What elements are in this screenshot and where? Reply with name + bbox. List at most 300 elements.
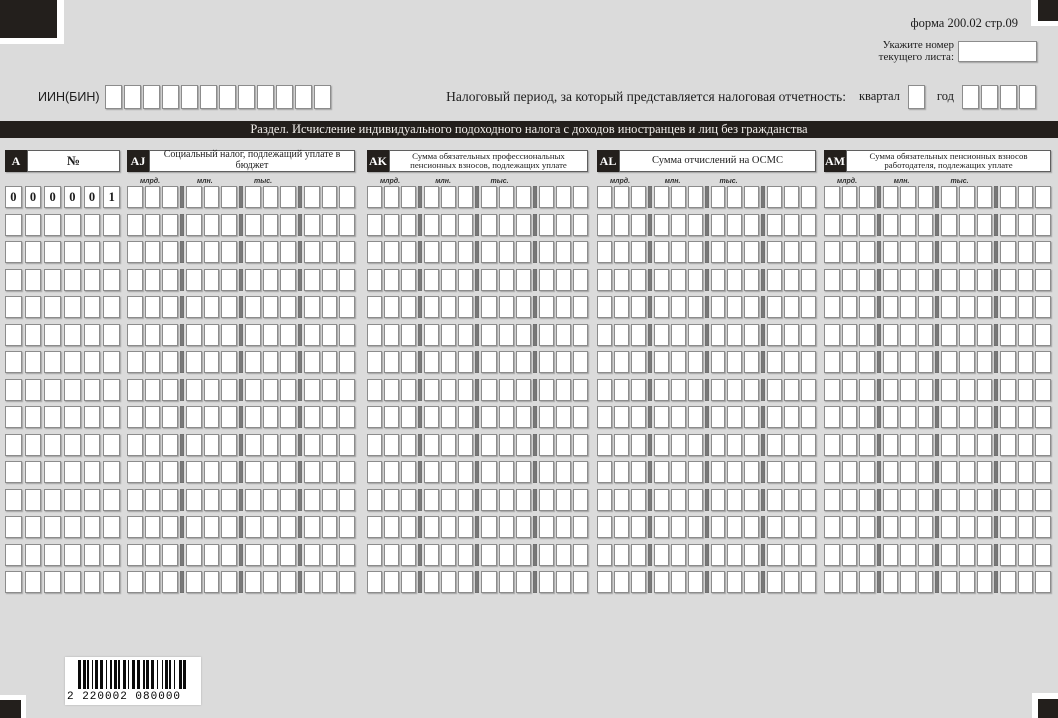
digit-cell[interactable] (900, 186, 916, 208)
digit-cell[interactable] (5, 516, 22, 538)
digit-cell[interactable] (401, 351, 416, 373)
digit-cell[interactable] (339, 461, 355, 483)
digit-cell[interactable] (654, 516, 669, 538)
digit-cell[interactable] (458, 379, 473, 401)
digit-cell[interactable] (573, 516, 588, 538)
digit-cell[interactable] (671, 516, 686, 538)
digit-cell[interactable] (384, 406, 399, 428)
digit-cell[interactable] (918, 379, 934, 401)
digit-cell[interactable] (499, 296, 514, 318)
digit-cell[interactable] (941, 214, 957, 236)
digit-cell[interactable] (127, 571, 143, 593)
digit-cell[interactable] (654, 489, 669, 511)
digit-cell[interactable] (162, 296, 178, 318)
digit-cell[interactable] (597, 241, 612, 263)
digit-cell[interactable] (842, 544, 858, 566)
digit-cell[interactable] (959, 434, 975, 456)
digit-cell[interactable] (959, 296, 975, 318)
digit-cell[interactable] (339, 379, 355, 401)
digit-cell[interactable] (711, 241, 726, 263)
digit-cell[interactable] (1000, 351, 1016, 373)
digit-cell[interactable] (654, 406, 669, 428)
digit-cell[interactable] (84, 296, 101, 318)
digit-cell[interactable] (204, 434, 220, 456)
digit-cell[interactable] (162, 241, 178, 263)
digit-cell[interactable] (711, 571, 726, 593)
digit-cell[interactable] (186, 489, 202, 511)
digit-cell[interactable] (539, 489, 554, 511)
digit-cell[interactable] (458, 489, 473, 511)
digit-cell[interactable] (516, 379, 531, 401)
digit-cell[interactable] (824, 571, 840, 593)
digit-cell[interactable] (367, 214, 382, 236)
digit-cell[interactable] (64, 544, 81, 566)
digit-cell[interactable] (711, 406, 726, 428)
digit-cell[interactable] (573, 571, 588, 593)
digit-cell[interactable] (499, 186, 514, 208)
digit-cell[interactable] (671, 214, 686, 236)
digit-cell[interactable] (84, 544, 101, 566)
digit-cell[interactable] (44, 434, 61, 456)
digit-cell[interactable] (977, 379, 993, 401)
digit-cell[interactable] (367, 186, 382, 208)
digit-cell[interactable] (824, 186, 840, 208)
digit-cell[interactable] (900, 461, 916, 483)
digit-cell[interactable] (573, 296, 588, 318)
digit-cell[interactable] (280, 571, 296, 593)
digit-cell[interactable] (481, 214, 496, 236)
digit-cell[interactable] (499, 324, 514, 346)
digit-cell[interactable] (458, 241, 473, 263)
digit-cell[interactable] (573, 351, 588, 373)
digit-cell[interactable] (304, 296, 320, 318)
digit-cell[interactable] (145, 379, 161, 401)
digit-cell[interactable] (263, 296, 279, 318)
digit-cell[interactable] (5, 351, 22, 373)
digit-cell[interactable] (44, 379, 61, 401)
digit-cell[interactable] (64, 379, 81, 401)
digit-cell[interactable] (1035, 269, 1051, 291)
digit-cell[interactable] (883, 544, 899, 566)
digit-cell[interactable] (688, 571, 703, 593)
digit-cell[interactable] (127, 489, 143, 511)
digit-cell[interactable] (859, 324, 875, 346)
digit-cell[interactable] (204, 379, 220, 401)
digit-cell[interactable] (44, 489, 61, 511)
digit-cell[interactable] (597, 544, 612, 566)
digit-cell[interactable] (801, 489, 816, 511)
digit-cell[interactable] (842, 434, 858, 456)
digit-cell[interactable] (962, 85, 979, 109)
digit-cell[interactable] (401, 241, 416, 263)
digit-cell[interactable] (245, 516, 261, 538)
digit-cell[interactable] (614, 351, 629, 373)
digit-cell[interactable] (221, 461, 237, 483)
digit-cell[interactable] (959, 544, 975, 566)
digit-cell[interactable] (631, 324, 646, 346)
digit-cell[interactable] (784, 186, 799, 208)
digit-cell[interactable] (103, 379, 120, 401)
digit-cell[interactable] (25, 269, 42, 291)
digit-cell[interactable] (162, 324, 178, 346)
digit-cell[interactable] (322, 186, 338, 208)
digit-cell[interactable] (767, 544, 782, 566)
digit-cell[interactable] (1018, 434, 1034, 456)
digit-cell[interactable] (280, 351, 296, 373)
digit-cell[interactable] (824, 406, 840, 428)
digit-cell[interactable] (688, 186, 703, 208)
digit-cell[interactable] (280, 489, 296, 511)
digit-cell[interactable] (221, 269, 237, 291)
digit-cell[interactable] (959, 214, 975, 236)
digit-cell[interactable] (977, 489, 993, 511)
digit-cell[interactable] (238, 85, 255, 109)
digit-cell[interactable] (824, 214, 840, 236)
digit-cell[interactable] (727, 296, 742, 318)
digit-cell[interactable] (304, 544, 320, 566)
digit-cell[interactable] (918, 351, 934, 373)
digit-cell[interactable] (458, 186, 473, 208)
digit-cell[interactable] (204, 269, 220, 291)
digit-cell[interactable] (186, 434, 202, 456)
digit-cell[interactable] (5, 324, 22, 346)
digit-cell[interactable] (186, 351, 202, 373)
digit-cell[interactable] (384, 489, 399, 511)
digit-cell[interactable] (263, 241, 279, 263)
digit-cell[interactable] (671, 296, 686, 318)
digit-cell[interactable] (25, 544, 42, 566)
digit-cell[interactable] (458, 434, 473, 456)
digit-cell[interactable] (481, 434, 496, 456)
digit-cell[interactable] (556, 296, 571, 318)
digit-cell[interactable] (25, 379, 42, 401)
digit-cell[interactable] (573, 406, 588, 428)
digit-cell[interactable] (339, 296, 355, 318)
digit-cell[interactable] (1000, 186, 1016, 208)
digit-cell[interactable] (711, 516, 726, 538)
digit-cell[interactable] (367, 489, 382, 511)
digit-cell[interactable] (103, 214, 120, 236)
digit-cell[interactable] (44, 214, 61, 236)
digit-cell[interactable] (322, 516, 338, 538)
digit-cell[interactable] (221, 489, 237, 511)
digit-cell[interactable] (573, 489, 588, 511)
digit-cell[interactable] (84, 461, 101, 483)
digit-cell[interactable] (671, 406, 686, 428)
digit-cell[interactable] (801, 379, 816, 401)
digit-cell[interactable] (245, 186, 261, 208)
digit-cell[interactable] (688, 379, 703, 401)
digit-cell[interactable] (784, 324, 799, 346)
digit-cell[interactable] (1000, 461, 1016, 483)
digit-cell[interactable] (842, 461, 858, 483)
digit-cell[interactable] (441, 379, 456, 401)
digit-cell[interactable] (573, 324, 588, 346)
digit-cell[interactable] (539, 186, 554, 208)
digit-cell[interactable] (744, 269, 759, 291)
digit-cell[interactable] (727, 544, 742, 566)
digit-cell[interactable] (671, 379, 686, 401)
digit-cell[interactable] (631, 544, 646, 566)
digit-cell[interactable] (221, 379, 237, 401)
digit-cell[interactable] (1019, 85, 1036, 109)
digit-cell[interactable] (339, 324, 355, 346)
digit-cell[interactable] (918, 324, 934, 346)
digit-cell[interactable] (481, 269, 496, 291)
digit-cell[interactable] (84, 324, 101, 346)
digit-cell[interactable] (900, 214, 916, 236)
digit-cell[interactable] (1000, 434, 1016, 456)
digit-cell[interactable] (145, 214, 161, 236)
digit-cell[interactable] (186, 571, 202, 593)
digit-cell[interactable] (918, 269, 934, 291)
digit-cell[interactable] (918, 461, 934, 483)
digit-cell[interactable] (103, 241, 120, 263)
digit-cell[interactable] (744, 379, 759, 401)
digit-cell[interactable] (245, 296, 261, 318)
digit-cell[interactable] (727, 571, 742, 593)
digit-cell[interactable] (25, 296, 42, 318)
digit-cell[interactable] (516, 269, 531, 291)
digit-cell[interactable] (614, 544, 629, 566)
digit-cell[interactable] (145, 351, 161, 373)
digit-cell[interactable] (711, 324, 726, 346)
digit-cell[interactable] (614, 571, 629, 593)
digit-cell[interactable] (204, 296, 220, 318)
digit-cell[interactable] (959, 489, 975, 511)
digit-cell[interactable] (671, 571, 686, 593)
digit-cell[interactable] (499, 351, 514, 373)
digit-cell[interactable] (842, 406, 858, 428)
digit-cell[interactable] (245, 269, 261, 291)
digit-cell[interactable] (280, 296, 296, 318)
digit-cell[interactable] (322, 544, 338, 566)
digit-cell[interactable] (25, 461, 42, 483)
digit-cell[interactable] (688, 461, 703, 483)
digit-cell[interactable] (1035, 544, 1051, 566)
digit-cell[interactable] (481, 544, 496, 566)
digit-cell[interactable] (573, 434, 588, 456)
digit-cell[interactable] (711, 214, 726, 236)
digit-cell[interactable] (801, 324, 816, 346)
digit-cell[interactable] (767, 461, 782, 483)
digit-cell[interactable] (688, 406, 703, 428)
digit-cell[interactable] (688, 241, 703, 263)
digit-cell[interactable] (654, 379, 669, 401)
digit-cell[interactable] (977, 406, 993, 428)
digit-cell[interactable] (842, 516, 858, 538)
digit-cell[interactable] (221, 571, 237, 593)
digit-cell[interactable] (280, 544, 296, 566)
digit-cell[interactable] (842, 571, 858, 593)
digit-cell[interactable] (401, 269, 416, 291)
digit-cell[interactable] (44, 269, 61, 291)
digit-cell[interactable] (784, 379, 799, 401)
digit-cell[interactable] (103, 489, 120, 511)
digit-cell[interactable] (801, 516, 816, 538)
digit-cell[interactable] (671, 489, 686, 511)
digit-cell[interactable] (573, 269, 588, 291)
digit-cell[interactable] (481, 516, 496, 538)
digit-cell[interactable] (1000, 241, 1016, 263)
digit-cell[interactable] (367, 296, 382, 318)
digit-cell[interactable] (441, 571, 456, 593)
digit-cell[interactable] (221, 351, 237, 373)
digit-cell[interactable] (499, 269, 514, 291)
digit-cell[interactable] (614, 269, 629, 291)
digit-cell[interactable] (384, 434, 399, 456)
digit-cell[interactable] (204, 489, 220, 511)
digit-cell[interactable] (186, 544, 202, 566)
digit-cell[interactable] (1035, 571, 1051, 593)
digit-cell[interactable] (458, 214, 473, 236)
digit-cell[interactable] (64, 434, 81, 456)
digit-cell[interactable] (186, 324, 202, 346)
digit-cell[interactable] (322, 571, 338, 593)
digit-cell[interactable] (441, 324, 456, 346)
digit-cell[interactable] (280, 241, 296, 263)
digit-cell[interactable] (918, 544, 934, 566)
digit-cell[interactable] (539, 434, 554, 456)
digit-cell[interactable] (784, 461, 799, 483)
digit-cell[interactable] (162, 214, 178, 236)
digit-cell[interactable] (654, 461, 669, 483)
digit-cell[interactable] (859, 379, 875, 401)
digit-cell[interactable] (441, 544, 456, 566)
digit-cell[interactable] (339, 434, 355, 456)
digit-cell[interactable] (339, 269, 355, 291)
digit-cell[interactable] (401, 544, 416, 566)
digit-cell[interactable] (900, 269, 916, 291)
digit-cell[interactable] (145, 186, 161, 208)
digit-cell[interactable] (322, 269, 338, 291)
digit-cell[interactable] (401, 214, 416, 236)
digit-cell[interactable] (304, 241, 320, 263)
digit-cell[interactable]: 0 (84, 186, 101, 208)
digit-cell[interactable] (744, 544, 759, 566)
digit-cell[interactable] (614, 406, 629, 428)
digit-cell[interactable] (127, 406, 143, 428)
digit-cell[interactable] (339, 351, 355, 373)
digit-cell[interactable] (597, 434, 612, 456)
digit-cell[interactable] (556, 214, 571, 236)
digit-cell[interactable] (145, 489, 161, 511)
digit-cell[interactable] (1000, 544, 1016, 566)
digit-cell[interactable] (977, 461, 993, 483)
digit-cell[interactable] (367, 571, 382, 593)
digit-cell[interactable] (1000, 406, 1016, 428)
digit-cell[interactable] (263, 406, 279, 428)
digit-cell[interactable] (744, 324, 759, 346)
digit-cell[interactable] (245, 241, 261, 263)
digit-cell[interactable] (767, 489, 782, 511)
digit-cell[interactable] (883, 269, 899, 291)
digit-cell[interactable] (103, 516, 120, 538)
digit-cell[interactable] (959, 516, 975, 538)
digit-cell[interactable]: 0 (5, 186, 22, 208)
digit-cell[interactable] (767, 351, 782, 373)
digit-cell[interactable] (883, 214, 899, 236)
digit-cell[interactable] (900, 379, 916, 401)
digit-cell[interactable] (127, 241, 143, 263)
digit-cell[interactable] (671, 241, 686, 263)
digit-cell[interactable] (186, 241, 202, 263)
digit-cell[interactable] (186, 461, 202, 483)
digit-cell[interactable] (322, 434, 338, 456)
digit-cell[interactable] (900, 241, 916, 263)
digit-cell[interactable] (918, 186, 934, 208)
digit-cell[interactable] (304, 434, 320, 456)
digit-cell[interactable] (339, 241, 355, 263)
digit-cell[interactable] (25, 434, 42, 456)
digit-cell[interactable] (744, 516, 759, 538)
digit-cell[interactable] (127, 461, 143, 483)
digit-cell[interactable] (5, 241, 22, 263)
digit-cell[interactable] (941, 351, 957, 373)
digit-cell[interactable] (977, 351, 993, 373)
digit-cell[interactable] (44, 544, 61, 566)
digit-cell[interactable] (767, 241, 782, 263)
digit-cell[interactable] (824, 351, 840, 373)
digit-cell[interactable] (688, 351, 703, 373)
digit-cell[interactable] (711, 544, 726, 566)
digit-cell[interactable] (221, 324, 237, 346)
digit-cell[interactable] (744, 461, 759, 483)
digit-cell[interactable] (245, 351, 261, 373)
digit-cell[interactable] (727, 434, 742, 456)
digit-cell[interactable] (824, 516, 840, 538)
digit-cell[interactable] (145, 296, 161, 318)
digit-cell[interactable] (824, 296, 840, 318)
digit-cell[interactable] (441, 296, 456, 318)
digit-cell[interactable] (883, 571, 899, 593)
digit-cell[interactable] (162, 406, 178, 428)
digit-cell[interactable] (481, 406, 496, 428)
digit-cell[interactable] (304, 379, 320, 401)
digit-cell[interactable] (5, 214, 22, 236)
digit-cell[interactable] (556, 406, 571, 428)
digit-cell[interactable] (859, 269, 875, 291)
digit-cell[interactable] (263, 434, 279, 456)
digit-cell[interactable] (103, 269, 120, 291)
digit-cell[interactable] (597, 461, 612, 483)
digit-cell[interactable] (401, 296, 416, 318)
digit-cell[interactable] (458, 296, 473, 318)
digit-cell[interactable] (654, 351, 669, 373)
digit-cell[interactable] (539, 379, 554, 401)
digit-cell[interactable] (688, 489, 703, 511)
digit-cell[interactable] (280, 214, 296, 236)
digit-cell[interactable] (5, 544, 22, 566)
digit-cell[interactable] (1000, 85, 1017, 109)
digit-cell[interactable] (499, 489, 514, 511)
digit-cell[interactable] (556, 544, 571, 566)
digit-cell[interactable] (280, 516, 296, 538)
digit-cell[interactable] (631, 434, 646, 456)
digit-cell[interactable] (384, 296, 399, 318)
digit-cell[interactable] (671, 269, 686, 291)
digit-cell[interactable] (367, 241, 382, 263)
digit-cell[interactable] (784, 489, 799, 511)
digit-cell[interactable] (64, 324, 81, 346)
digit-cell[interactable] (304, 516, 320, 538)
digit-cell[interactable] (883, 241, 899, 263)
digit-cell[interactable] (900, 544, 916, 566)
digit-cell[interactable] (84, 379, 101, 401)
digit-cell[interactable] (727, 324, 742, 346)
digit-cell[interactable] (257, 85, 274, 109)
digit-cell[interactable] (145, 544, 161, 566)
